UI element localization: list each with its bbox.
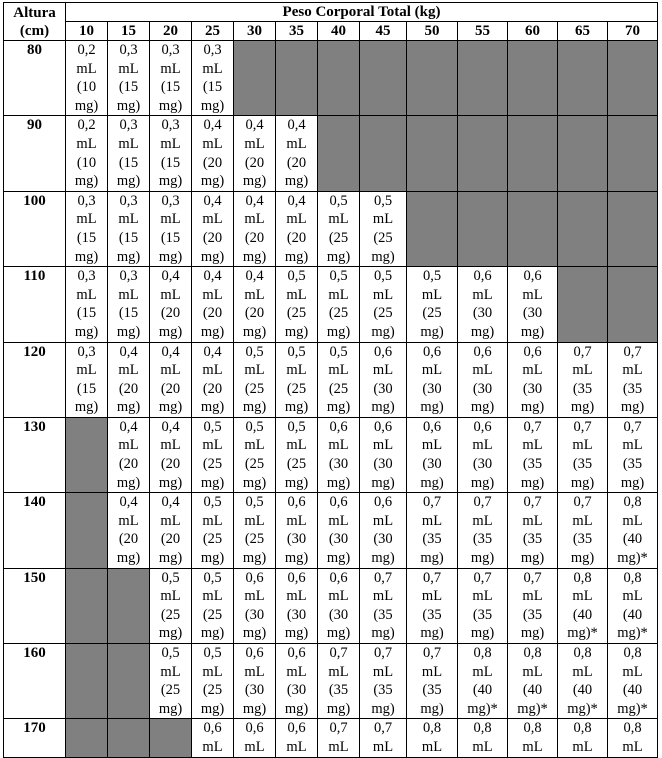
- dose-cell: 0,6 mL: [276, 719, 318, 757]
- table-row: [4, 493, 658, 568]
- dose-cell: 0,6 mL (30 mg): [407, 342, 458, 417]
- dose-cell: 0,8 mL (40 mg)*: [508, 644, 558, 719]
- weight-column-header: 20: [150, 22, 192, 41]
- dose-cell: 0,4 mL (20 mg): [150, 417, 192, 492]
- dose-cell: 0,4 mL (20 mg): [276, 116, 318, 191]
- shaded-cell: [276, 41, 318, 116]
- dose-cell: 0,7 mL (35 mg): [407, 644, 458, 719]
- dose-cell: 0,8 mL: [608, 719, 658, 757]
- shaded-cell: [608, 41, 658, 116]
- dose-cell: 0,7 mL (35 mg): [558, 417, 608, 492]
- dose-cell: 0,6 mL (30 mg): [276, 644, 318, 719]
- shaded-cell: [508, 41, 558, 116]
- shaded-cell: [108, 719, 150, 757]
- weight-column-header: 10: [66, 22, 108, 41]
- shaded-cell: [608, 116, 658, 191]
- table-row: [4, 342, 658, 417]
- dose-cell: 0,5 mL (25 mg): [318, 342, 360, 417]
- dose-cell: 0,4 mL (20 mg): [192, 116, 234, 191]
- shaded-cell: [558, 116, 608, 191]
- dose-cell: 0,3 mL (15 mg): [108, 191, 150, 266]
- dose-cell: 0,4 mL (20 mg): [192, 342, 234, 417]
- shaded-cell: [66, 417, 108, 492]
- shaded-cell: [508, 191, 558, 266]
- dosing-table: [3, 2, 658, 758]
- table-row: [4, 568, 658, 643]
- height-unit: (cm): [19, 22, 50, 39]
- shaded-cell: [66, 644, 108, 719]
- dose-cell: 0,4 mL (20 mg): [192, 191, 234, 266]
- dose-cell: 0,7 mL (35 mg): [318, 644, 360, 719]
- table-row: [4, 267, 658, 342]
- dose-cell: 0,5 mL (25 mg): [318, 267, 360, 342]
- height-row-header: 160: [4, 644, 66, 719]
- dose-table-body: [4, 41, 658, 758]
- shaded-cell: [66, 568, 108, 643]
- weight-column-header: 70: [608, 22, 658, 41]
- dose-cell: 0,3 mL (15 mg): [192, 41, 234, 116]
- dose-cell: 0,5 mL (25 mg): [150, 644, 192, 719]
- dose-cell: 0,5 mL (25 mg): [192, 417, 234, 492]
- dose-cell: 0,7 mL (35 mg): [558, 493, 608, 568]
- height-row-header: 90: [4, 116, 66, 191]
- dose-cell: 0,6 mL (30 mg): [458, 417, 508, 492]
- shaded-cell: [407, 116, 458, 191]
- dose-cell: 0,5 mL (25 mg): [192, 493, 234, 568]
- height-row-header: 130: [4, 417, 66, 492]
- height-row-header: 170: [4, 719, 66, 757]
- dose-cell: 0,7 mL: [360, 719, 407, 757]
- dose-cell: 0,6 mL (30 mg): [276, 568, 318, 643]
- shaded-cell: [108, 644, 150, 719]
- weight-header-row: [4, 22, 658, 41]
- dose-cell: 0,5 mL (25 mg): [276, 417, 318, 492]
- dose-cell: 0,5 mL (25 mg): [276, 342, 318, 417]
- weight-column-header: 65: [558, 22, 608, 41]
- dose-cell: 0,6 mL (30 mg): [458, 267, 508, 342]
- shaded-cell: [458, 41, 508, 116]
- table-row: [4, 719, 658, 757]
- dose-cell: 0,6 mL (30 mg): [407, 417, 458, 492]
- shaded-cell: [558, 191, 608, 266]
- dose-cell: 0,6 mL (30 mg): [360, 493, 407, 568]
- height-row-header: 80: [4, 41, 66, 116]
- dose-cell: 0,6 mL: [234, 719, 276, 757]
- dose-cell: 0,6 mL (30 mg): [318, 417, 360, 492]
- dose-cell: 0,5 mL (25 mg): [360, 267, 407, 342]
- shaded-cell: [458, 191, 508, 266]
- dose-cell: 0,6 mL (30 mg): [360, 342, 407, 417]
- dose-cell: 0,3 mL (15 mg): [66, 342, 108, 417]
- shaded-cell: [608, 267, 658, 342]
- height-row-header: 140: [4, 493, 66, 568]
- dose-cell: 0,3 mL (15 mg): [66, 267, 108, 342]
- dose-cell: 0,6 mL: [192, 719, 234, 757]
- shaded-cell: [508, 116, 558, 191]
- dose-cell: 0,7 mL (35 mg): [508, 493, 558, 568]
- weight-column-header: 45: [360, 22, 407, 41]
- dose-cell: 0,3 mL (15 mg): [150, 116, 192, 191]
- dose-cell: 0,8 mL: [407, 719, 458, 757]
- dose-cell: 0,3 mL (15 mg): [66, 191, 108, 266]
- dose-cell: 0,5 mL (25 mg): [192, 644, 234, 719]
- weight-column-header: 15: [108, 22, 150, 41]
- dose-cell: 0,6 mL (30 mg): [360, 417, 407, 492]
- shaded-cell: [458, 116, 508, 191]
- height-row-header: 110: [4, 267, 66, 342]
- weight-column-header: 35: [276, 22, 318, 41]
- weight-column-header: 40: [318, 22, 360, 41]
- shaded-cell: [407, 41, 458, 116]
- dose-cell: 0,6 mL (30 mg): [318, 568, 360, 643]
- dose-cell: 0,6 mL (30 mg): [508, 267, 558, 342]
- weight-column-header: 55: [458, 22, 508, 41]
- dose-cell: 0,3 mL (15 mg): [150, 41, 192, 116]
- shaded-cell: [558, 41, 608, 116]
- table-row: [4, 116, 658, 191]
- height-row-header: 100: [4, 191, 66, 266]
- dose-cell: 0,4 mL (20 mg): [108, 417, 150, 492]
- shaded-cell: [318, 116, 360, 191]
- dose-cell: 0,4 mL (20 mg): [108, 493, 150, 568]
- dose-cell: 0,8 mL (40 mg)*: [558, 568, 608, 643]
- height-label: Altura: [13, 4, 56, 21]
- weight-title: Peso Corporal Total (kg): [66, 3, 658, 22]
- dose-cell: 0,6 mL (30 mg): [458, 342, 508, 417]
- dose-cell: 0,6 mL (30 mg): [318, 493, 360, 568]
- dose-cell: 0,6 mL (30 mg): [508, 342, 558, 417]
- dose-cell: 0,7 mL (35 mg): [360, 644, 407, 719]
- shaded-cell: [150, 719, 192, 757]
- shaded-cell: [360, 116, 407, 191]
- dose-cell: 0,5 mL (25 mg): [360, 191, 407, 266]
- dose-cell: 0,7 mL (35 mg): [360, 568, 407, 643]
- dose-cell: 0,7 mL (35 mg): [608, 342, 658, 417]
- dose-cell: 0,4 mL (20 mg): [150, 267, 192, 342]
- table-row: [4, 644, 658, 719]
- dose-cell: 0,5 mL (25 mg): [234, 493, 276, 568]
- dose-cell: 0,8 mL (40 mg)*: [458, 644, 508, 719]
- dose-cell: 0,7 mL (35 mg): [508, 568, 558, 643]
- dose-cell: 0,5 mL (25 mg): [234, 342, 276, 417]
- dose-cell: 0,3 mL (15 mg): [150, 191, 192, 266]
- shaded-cell: [108, 568, 150, 643]
- dose-cell: 0,7 mL (35 mg): [458, 493, 508, 568]
- dose-cell: 0,5 mL (25 mg): [318, 191, 360, 266]
- dose-cell: 0,7 mL: [318, 719, 360, 757]
- shaded-cell: [318, 41, 360, 116]
- dose-cell: 0,4 mL (20 mg): [150, 493, 192, 568]
- dose-cell: 0,7 mL (35 mg): [407, 493, 458, 568]
- dose-cell: 0,8 mL: [508, 719, 558, 757]
- shaded-cell: [558, 267, 608, 342]
- dose-cell: 0,3 mL (15 mg): [108, 116, 150, 191]
- dose-cell: 0,3 mL (15 mg): [108, 41, 150, 116]
- dose-cell: 0,2 mL (10 mg): [66, 41, 108, 116]
- dose-cell: 0,2 mL (10 mg): [66, 116, 108, 191]
- dose-cell: 0,4 mL (20 mg): [108, 342, 150, 417]
- dose-cell: 0,8 mL (40 mg)*: [608, 568, 658, 643]
- dose-cell: 0,6 mL (30 mg): [276, 493, 318, 568]
- dose-cell: 0,8 mL (40 mg)*: [608, 493, 658, 568]
- shaded-cell: [66, 493, 108, 568]
- dose-cell: 0,5 mL (25 mg): [407, 267, 458, 342]
- dose-cell: 0,6 mL (30 mg): [234, 644, 276, 719]
- weight-column-header: 30: [234, 22, 276, 41]
- dose-cell: 0,5 mL (25 mg): [234, 417, 276, 492]
- dose-cell: 0,6 mL (30 mg): [234, 568, 276, 643]
- weight-column-header: 50: [407, 22, 458, 41]
- height-row-header: 120: [4, 342, 66, 417]
- dose-cell: 0,4 mL (20 mg): [192, 267, 234, 342]
- shaded-cell: [234, 41, 276, 116]
- shaded-cell: [407, 191, 458, 266]
- dose-cell: 0,5 mL (25 mg): [276, 267, 318, 342]
- shaded-cell: [66, 719, 108, 757]
- dose-cell: 0,4 mL (20 mg): [276, 191, 318, 266]
- table-row: [4, 417, 658, 492]
- dose-cell: 0,8 mL: [558, 719, 608, 757]
- dose-cell: 0,4 mL (20 mg): [234, 116, 276, 191]
- dose-cell: 0,8 mL (40 mg)*: [558, 644, 608, 719]
- dose-cell: 0,8 mL (40 mg)*: [608, 644, 658, 719]
- dose-cell: 0,3 mL (15 mg): [108, 267, 150, 342]
- dose-cell: 0,7 mL (35 mg): [558, 342, 608, 417]
- weight-column-header: 25: [192, 22, 234, 41]
- dose-cell: 0,7 mL (35 mg): [407, 568, 458, 643]
- dose-cell: 0,5 mL (25 mg): [150, 568, 192, 643]
- height-header: [4, 3, 66, 41]
- table-row: [4, 191, 658, 266]
- dose-cell: 0,4 mL (20 mg): [150, 342, 192, 417]
- dose-cell: 0,4 mL (20 mg): [234, 191, 276, 266]
- dose-cell: 0,4 mL (20 mg): [234, 267, 276, 342]
- shaded-cell: [608, 191, 658, 266]
- shaded-cell: [360, 41, 407, 116]
- dose-cell: 0,7 mL (35 mg): [458, 568, 508, 643]
- height-row-header: 150: [4, 568, 66, 643]
- dose-cell: 0,7 mL (35 mg): [508, 417, 558, 492]
- table-row: [4, 41, 658, 116]
- weight-column-header: 60: [508, 22, 558, 41]
- dose-cell: 0,8 mL: [458, 719, 508, 757]
- dose-cell: 0,5 mL (25 mg): [192, 568, 234, 643]
- dose-cell: 0,7 mL (35 mg): [608, 417, 658, 492]
